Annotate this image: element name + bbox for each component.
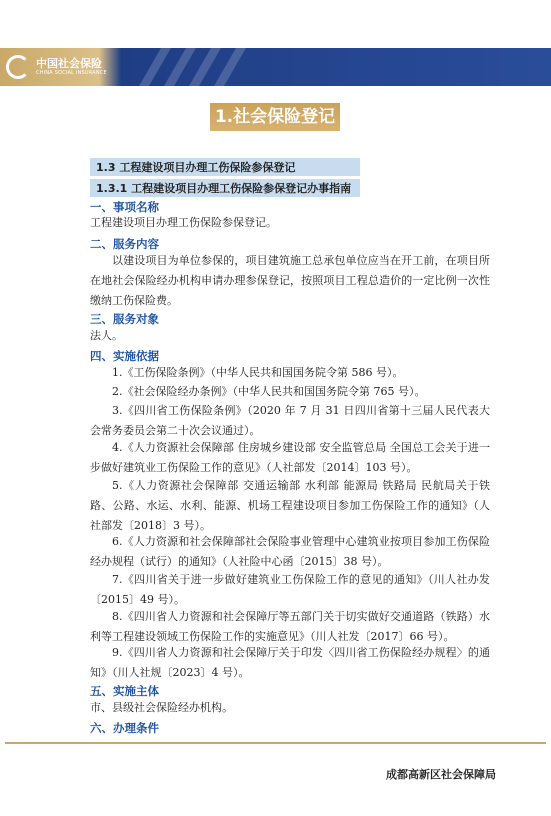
legal-basis-item: 3.《四川省工伤保险条例》（2020 年 7 月 31 日四川省第十三届人民代表大会常务委员会第二十次会议通过）。: [90, 404, 490, 437]
social-insurance-logo-icon: [6, 55, 30, 79]
legal-basis-item: 4.《人力资源社会保障部 住房城乡建设部 安全监管总局 全国总工会关于进一步做好建筑业工伤保险工作的意见》（人社部发〔2014〕103 号）。: [90, 441, 490, 474]
section-title-service-content: 二、服务内容: [90, 237, 159, 251]
section-title-legal-basis: 四、实施依据: [90, 349, 159, 363]
legal-basis-item: 6.《人力资源和社会保障部社会保险事业管理中心建筑业按项目参加工伤保险经办规程（试行）的通知》（人社险中心函〔2015〕38 号）。: [90, 535, 490, 568]
logo: [6, 50, 126, 84]
legal-basis-item: 9.《四川省人力资源和社会保障厅关于印发〈四川省工伤保险经办规程〉的通知》（川人社规〔2023〕4 号）。: [90, 646, 490, 679]
logo-text-en: CHINA SOCIAL INSURANCE: [36, 70, 107, 76]
section-title-service-target: 三、服务对象: [90, 312, 159, 326]
section-title-conditions: 六、办理条件: [90, 721, 159, 735]
section-body-service-content: 以建设项目为单位参保的，项目建筑施工总承包单位应当在开工前，在项目所在地社会保险经办机构申请办理参保登记，按照项目工程总造价的一定比例一次性缴纳工伤保险费。: [90, 254, 490, 307]
section-body-implementing-body: 市、县级社会保险经办机构。: [90, 701, 233, 714]
logo-text-cn: 中国社会保险: [36, 57, 102, 70]
legal-basis-item: 7.《四川省关于进一步做好建筑业工伤保险工作的意见的通知》（川人社办发〔2015〕49 号）。: [90, 573, 490, 606]
section-body-item-name: 工程建设项目办理工伤保险参保登记。: [90, 216, 277, 229]
legal-basis-item: 1.《工伤保险条例》（中华人民共和国国务院令第 586 号）。: [112, 366, 404, 379]
legal-basis-item: 5.《人力资源社会保障部 交通运输部 水利部 能源局 铁路局 民航局关于铁路、公路、水运、水利、能源、机场工程建设项目参加工伤保险工作的通知》（人社部发〔2018〕3 号）。: [90, 479, 490, 532]
section-body-service-target: 法人。: [90, 329, 123, 342]
legal-basis-item: 2.《社会保险经办条例》（中华人民共和国国务院令第 765 号）。: [112, 385, 426, 398]
section-title-item-name: 一、事项名称: [90, 200, 159, 214]
page-title: 1.社会保险登记: [210, 103, 340, 131]
footer-organization: 成都高新区社会保障局: [386, 768, 496, 781]
heading-1-3-1: 1.3.1 工程建设项目办理工伤保险参保登记办事指南: [90, 179, 360, 197]
heading-1-3: 1.3 工程建设项目办理工伤保险参保登记: [90, 158, 360, 176]
page-header: [0, 0, 551, 92]
legal-basis-item: 8.《四川省人力资源和社会保障厅等五部门关于切实做好交通道路（铁路）水利等工程建设领域工伤保险工作的实施意见》（川人社发〔2017〕66 号）。: [90, 610, 490, 643]
header-top: [0, 0, 551, 42]
section-title-implementing-body: 五、实施主体: [90, 684, 159, 698]
footer-divider: [5, 742, 546, 744]
